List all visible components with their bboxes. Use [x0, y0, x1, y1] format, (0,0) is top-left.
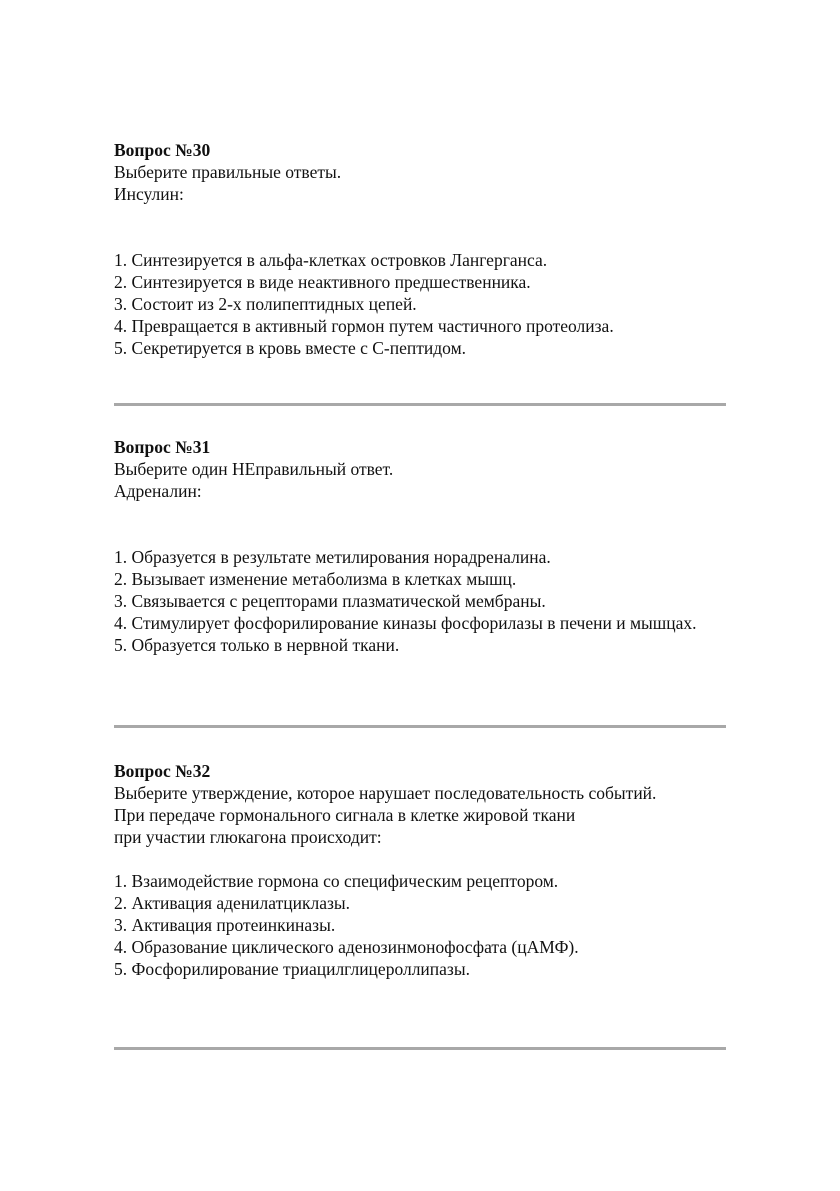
question-subject-line-2: при участии глюкагона происходит: — [114, 827, 382, 847]
answer-option: 1. Взаимодействие гормона со специфическим рецептором. — [114, 871, 559, 891]
question-instruction: Выберите утверждение, которое нарушает последовательность событий. — [114, 783, 657, 803]
answer-option: 5. Секретируется в кровь вместе с С-пептидом. — [114, 338, 467, 358]
question-32 — [114, 760, 726, 980]
question-title: Вопрос №30 — [114, 140, 211, 160]
answer-option: 5. Образуется только в нервной ткани. — [114, 635, 400, 655]
question-title: Вопрос №32 — [114, 761, 211, 781]
answer-option: 2. Активация аденилатциклазы. — [114, 893, 351, 913]
answer-option: 4. Образование циклического аденозинмонофосфата (цАМФ). — [114, 937, 579, 957]
question-subject: Адреналин: — [114, 481, 202, 501]
section-divider — [114, 403, 726, 406]
question-instruction: Выберите правильные ответы. — [114, 162, 342, 182]
answer-option: 4. Стимулирует фосфорилирование киназы фосфорилазы в печени и мышцах. — [114, 613, 697, 633]
answer-option: 4. Превращается в активный гормон путем частичного протеолиза. — [114, 316, 614, 336]
answer-option: 3. Состоит из 2-х полипептидных цепей. — [114, 294, 417, 314]
question-subject-line-1: При передаче гормонального сигнала в клетке жировой ткани — [114, 805, 576, 825]
question-instruction: Выберите один НЕправильный ответ. — [114, 459, 394, 479]
answer-option: 1. Образуется в результате метилирования норадреналина. — [114, 547, 551, 567]
answer-option: 5. Фосфорилирование триацилглицероллипазы. — [114, 959, 470, 979]
answer-option: 1. Синтезируется в альфа-клетках островков Лангерганса. — [114, 250, 548, 270]
question-31 — [114, 436, 726, 656]
question-30 — [114, 139, 726, 359]
section-divider — [114, 725, 726, 728]
answer-option: 2. Синтезируется в виде неактивного предшественника. — [114, 272, 531, 292]
question-subject: Инсулин: — [114, 184, 184, 204]
question-title: Вопрос №31 — [114, 437, 211, 457]
answer-option: 3. Активация протеинкиназы. — [114, 915, 336, 935]
answer-option: 3. Связывается с рецепторами плазматической мембраны. — [114, 591, 546, 611]
section-divider — [114, 1047, 726, 1050]
answer-option: 2. Вызывает изменение метаболизма в клетках мышц. — [114, 569, 517, 589]
